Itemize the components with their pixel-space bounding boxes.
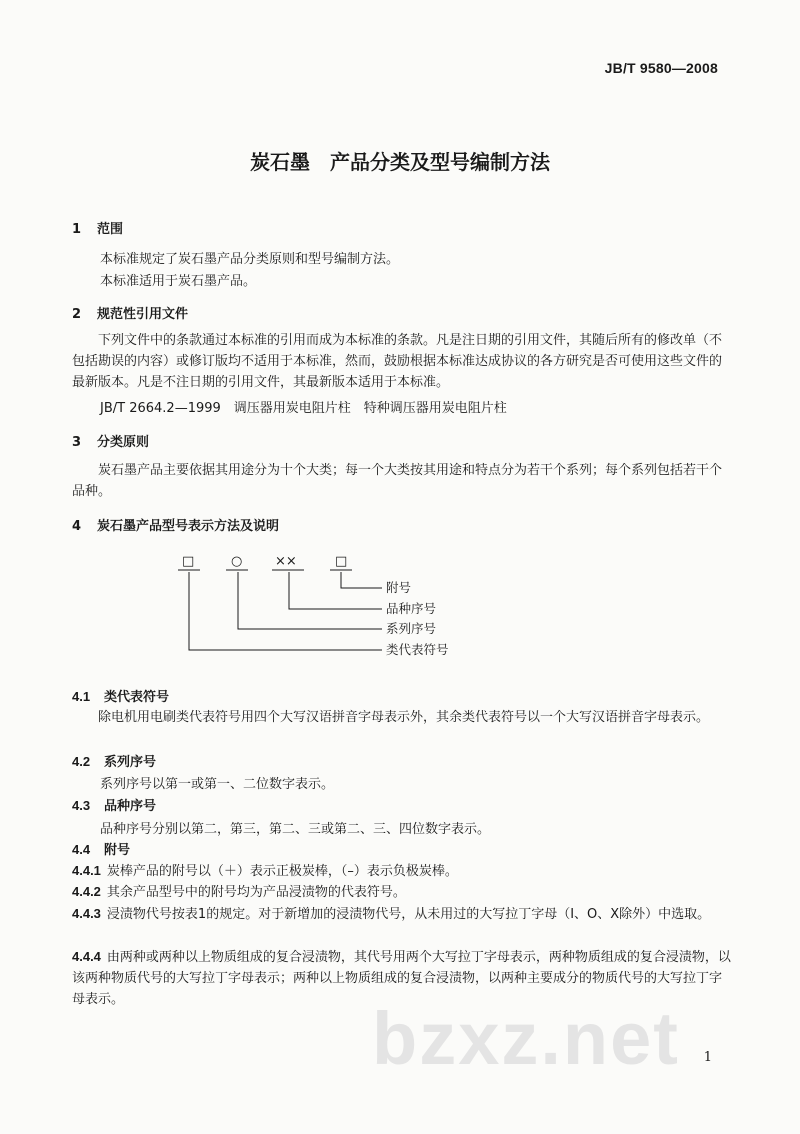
clause-4-4-2 [72, 881, 732, 903]
subsection-number: 4.4 [72, 842, 91, 857]
subsection-4-4-heading [72, 839, 130, 858]
section-title: 规范性引用文件 [97, 307, 189, 322]
clause-number: 4.4.4 [72, 949, 101, 964]
clause-text: 炭棒产品的附号以（＋）表示正极炭棒，（–）表示负极炭棒。 [106, 864, 458, 879]
diagram-label-variety: 品种序号 [386, 601, 437, 616]
section-number: 4 [72, 519, 82, 534]
diagram-label-class: 类代表符号 [386, 642, 449, 657]
section-2-heading [72, 303, 188, 322]
reference-entry: JB/T 2664.2—1999 调压器用炭电阻片柱 特种调压器用炭电阻片柱 [100, 401, 507, 416]
subsection-4-2-heading [72, 751, 156, 770]
scope-line-1: 本标准规定了炭石墨产品分类原则和型号编制方法。 [100, 252, 400, 267]
subsection-title: 附号 [104, 843, 131, 858]
page-number: 1 [703, 1050, 712, 1065]
section-1-heading [72, 218, 123, 237]
section-number: 1 [72, 222, 82, 237]
diagram-symbol-class: □ [182, 554, 195, 569]
clause-number: 4.4.1 [72, 863, 101, 878]
clause-4-4-1 [72, 860, 732, 882]
section-number: 3 [72, 435, 82, 450]
diagram-label-suffix: 附号 [386, 580, 412, 595]
subsection-4-2-text: 系列序号以第一或第一、二位数字表示。 [100, 777, 335, 792]
subsection-number: 4.3 [72, 798, 91, 813]
section-title: 炭石墨产品型号表示方法及说明 [97, 519, 280, 534]
subsection-title: 类代表符号 [104, 690, 170, 705]
subsection-4-1-text: 除电机用电刷类代表符号用四个大写汉语拼音字母表示外，其余类代表符号以一个大写汉语拼音字母表示。 [98, 710, 710, 725]
subsection-title: 品种序号 [104, 799, 157, 814]
subsection-number: 4.1 [72, 689, 91, 704]
scope-line-2: 本标准适用于炭石墨产品。 [100, 274, 257, 289]
document-code: JB/T 9580—2008 [604, 60, 718, 76]
section-4-heading [72, 515, 279, 534]
document-title: 炭石墨 产品分类及型号编制方法 [250, 150, 550, 174]
section-number: 2 [72, 307, 82, 322]
clause-number: 4.4.3 [72, 906, 101, 921]
clause-number: 4.4.2 [72, 884, 101, 899]
section-3-heading [72, 431, 149, 450]
watermark: bzxz.net [372, 997, 680, 1080]
subsection-4-1-heading [72, 686, 169, 705]
classification-paragraph: 炭石墨产品主要依据其用途分为十个大类；每一个大类按其用途和特点分为若干个系列；每个系列包括若干个品种。 [72, 463, 723, 499]
clause-text: 其余产品型号中的附号均为产品浸渍物的代表符号。 [106, 885, 406, 900]
section-title: 分类原则 [97, 435, 150, 450]
diagram-symbol-variety: ×× [275, 554, 297, 569]
subsection-title: 系列序号 [104, 755, 157, 770]
normative-references-paragraph: 下列文件中的条款通过本标准的引用而成为本标准的条款。凡是注日期的引用文件，其随后所有的修改单（不包括勘误的内容）或修订版均不适用于本标准，然而，鼓励根据本标准达成协议的各方研究是否可使用这些文件的最新版本。凡是不注日期的引用文件，其最新版本适用于本标准。 [72, 333, 723, 390]
clause-text: 浸渍物代号按表1的规定。对于新增加的浸渍物代号，从未用过的大写拉丁字母（I、O、X除外）中选取。 [106, 907, 711, 922]
section-title: 范围 [97, 222, 124, 237]
diagram-leader-lines [178, 570, 382, 650]
clause-text: 由两种或两种以上物质组成的复合浸渍物，其代号用两个大写拉丁字母表示，两种物质组成的复合浸渍物，以该两种物质代号的大写拉丁字母表示；两种以上物质组成的复合浸渍物，以两种主要成分的物质代号的大写拉丁字母表示。 [72, 950, 731, 1007]
diagram-symbol-suffix: □ [335, 554, 348, 569]
diagram-symbol-series: ○ [231, 554, 243, 569]
diagram-label-series: 系列序号 [386, 621, 437, 636]
clause-4-4-3 [72, 903, 732, 925]
subsection-4-3-heading [72, 795, 156, 814]
subsection-number: 4.2 [72, 754, 91, 769]
subsection-4-3-text: 品种序号分别以第二，第三，第二、三或第二、三、四位数字表示。 [100, 822, 491, 837]
